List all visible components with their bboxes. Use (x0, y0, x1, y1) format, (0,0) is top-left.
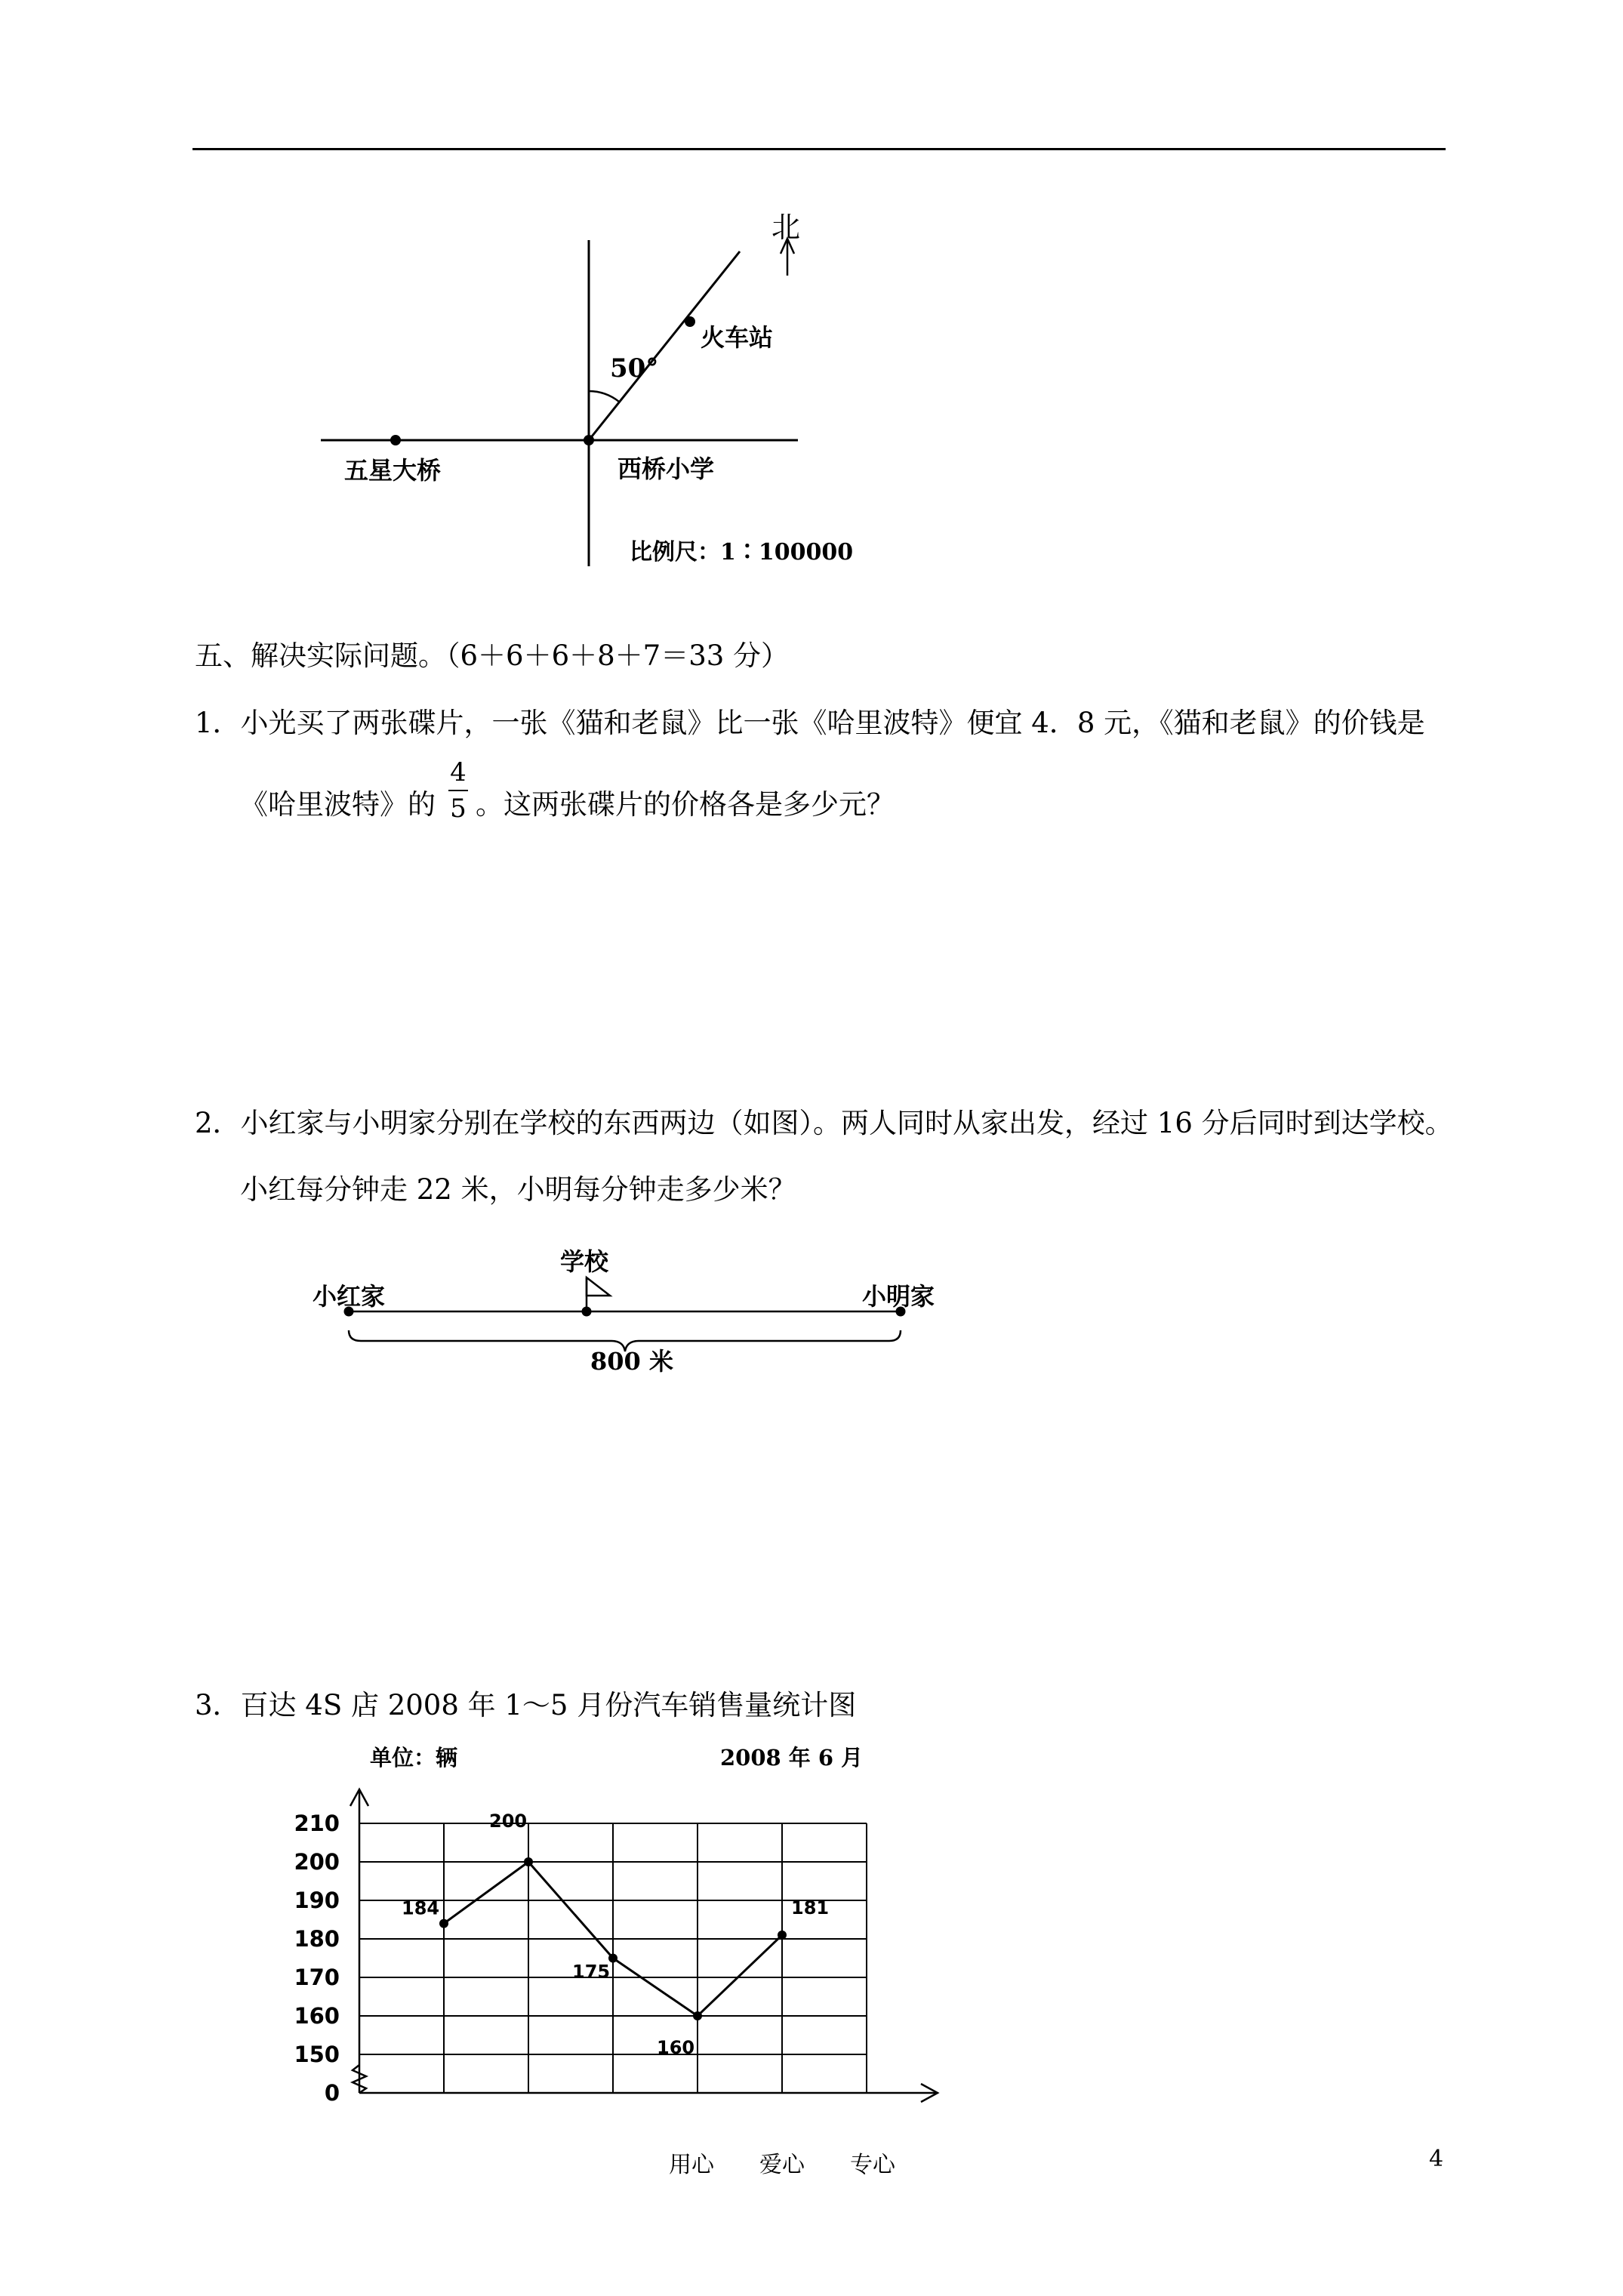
chart-date-label: 2008 年 6 月 (720, 1745, 864, 1771)
data-point (693, 2011, 702, 2020)
angle-label: 50° (610, 353, 659, 384)
y-tick-label: 0 (324, 2080, 340, 2106)
school-label: 西桥小学 (617, 455, 715, 483)
q1-line2-post: 。这两张碟片的价格各是多少元？ (476, 788, 895, 821)
y-tick-label: 200 (294, 1849, 340, 1875)
train-station-label: 火车站 (701, 323, 774, 352)
q1-line1: 1．小光买了两张碟片，一张《猫和老鼠》比一张《哈里波特》便宜 4．8 元，《猫和老鼠》的价钱是 (195, 707, 1425, 739)
data-label: 160 (657, 2037, 695, 2058)
q2-line2: 小红每分钟走 22 米，小明每分钟走多少米？ (240, 1173, 796, 1206)
y-tick-label: 210 (294, 1811, 340, 1836)
y-tick-label: 150 (294, 2042, 340, 2067)
q1-line2-pre: 《哈里波特》的 (240, 788, 436, 821)
page-number: 4 (1429, 2146, 1444, 2172)
data-label: 175 (572, 1961, 611, 1983)
q3-title: 3．百达 4S 店 2008 年 1～5 月份汽车销售量统计图 (195, 1689, 857, 1721)
q2-line1: 2．小红家与小明家分别在学校的东西两边（如图）。两人同时从家出发，经过 16 分后同时到达学校。 (195, 1107, 1453, 1139)
distance-label: 800 米 (590, 1347, 673, 1376)
left-home-label: 小红家 (313, 1282, 386, 1311)
right-home-label: 小明家 (862, 1282, 935, 1311)
y-tick-label: 160 (294, 2003, 340, 2029)
north-label: 北 (771, 211, 801, 244)
data-point (439, 1919, 448, 1928)
bridge-label: 五星大桥 (344, 456, 442, 485)
route-school-label: 学校 (560, 1247, 609, 1276)
footer-motto: 用心 爱心 专心 (669, 2152, 895, 2178)
y-tick-label: 180 (294, 1926, 340, 1952)
y-tick-label: 190 (294, 1888, 340, 1913)
data-label: 181 (791, 1897, 830, 1918)
chart-unit-label: 单位：辆 (370, 1745, 458, 1771)
data-label: 200 (489, 1811, 528, 1832)
data-point (524, 1857, 533, 1866)
y-tick-label: 170 (294, 1965, 340, 1990)
fraction-numerator: 4 (450, 757, 467, 787)
data-point (778, 1931, 787, 1940)
section-title: 五、解决实际问题。（6＋6＋6＋8＋7＝33 分） (195, 639, 790, 672)
fraction-denominator: 5 (450, 794, 467, 824)
scale-label: 比例尺：1∶100000 (630, 539, 854, 566)
data-label: 184 (402, 1897, 440, 1919)
